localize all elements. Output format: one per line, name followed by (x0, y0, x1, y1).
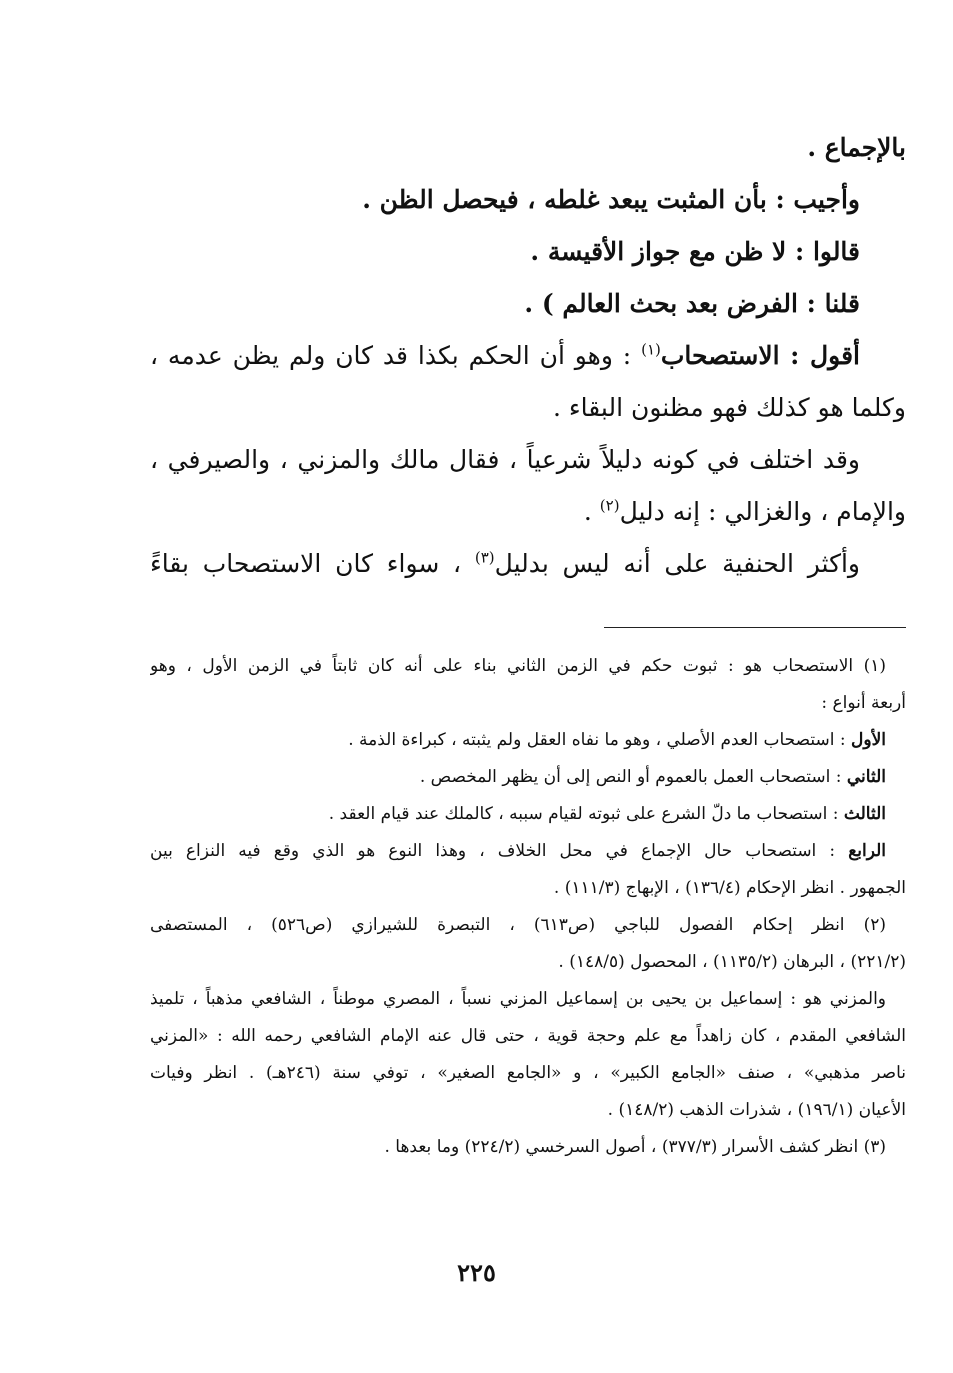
footnote-2-line-2: (٢٢١/٢) ، البرهان (١١٣٥/٢) ، المحصول (١٤٨/٥) . (558, 952, 906, 972)
type-3-text: : استصحاب ما دلّ الشرع على ثبوته لقيام سببه ، كالملك عند قيام العقد . (328, 804, 844, 824)
footnote-ref-3: (٣) (474, 548, 495, 567)
aqul-heading: أقول : الاستصحاب (660, 341, 860, 370)
text-line-2: وأجيب : بأن المثبت يبعد غلطه ، فيحصل الظن . (362, 185, 860, 214)
footnote-ref-2: (٢) (599, 496, 620, 515)
footnote-2-line-3: والمزني هو : إسماعيل بن يحيى بن إسماعيل المزني نسباً ، المصري موطناً ، الشافعي مذهباً ، تلميذ (150, 989, 886, 1009)
footnote-1-type-3 (150, 796, 906, 833)
type-2-text: : استصحاب العمل بالعموم أو النص إلى أن يظهر المخصص . (419, 767, 847, 787)
footnote-1-line-7: الجمهور . انظر الإحكام (١٣٦/٤) ، الإبهاج (١١١/٣) . (553, 878, 906, 898)
type-4-text: : استصحاب حال الإجماع في محل الخلاف ، وهذا النوع هو الذي وقع فيه النزاع بين (150, 841, 849, 861)
footnote-1-type-2 (150, 759, 906, 796)
footnote-1-type-1 (150, 722, 906, 759)
footnote-2-line-5: ناصر مذهبي» ، صنف «الجامع الكبير» ، و «الجامع الصغير» ، توفي سنة (٢٤٦هـ) . انظر وفيات (150, 1063, 906, 1083)
text-line-9-rest: ، سواء كان الاستصحاب بقاءً (150, 549, 475, 578)
footnote-2-line-6: الأعيان (١٩٦/١) ، شذرات الذهب (١٤٨/٢) . (607, 1100, 906, 1120)
text-line-5 (150, 330, 906, 382)
text-line-9-text: وأكثر الحنفية على أنه ليس بدليل (494, 549, 860, 578)
footnote-2-line-4: الشافعي المقدم ، كان زاهداً مع علم وحجة قوية ، حتى قال عنه الإمام الشافعي رحمه الله : «المزني (150, 1026, 906, 1046)
footnote-2-line-1: (٢) انظر إحكام الفصول للباجي (ص٦١٣) ، التبصرة للشيرازي (ص٥٢٦) ، المستصفى (150, 915, 886, 935)
footnote-1-line-2: أربعة أنواع : (821, 693, 906, 713)
text-line-6: وكلما هو كذلك فهو مظنون البقاء . (553, 393, 906, 422)
text-line-8 (150, 486, 906, 538)
footnote-1-type-4 (150, 833, 906, 870)
type-2-label: الثاني (846, 767, 886, 787)
footnote-3: (٣) انظر كشف الأسرار (٣٧٧/٣) ، أصول السرخسي (٢٢٤/٢) وما بعدها . (384, 1137, 886, 1157)
type-4-label: الرابع (848, 841, 886, 861)
type-1-label: الأول (851, 730, 886, 750)
text-line-1: بالإجماع . (807, 133, 906, 162)
text-line-8-text: والإمام ، والغزالي : إنه دليل (619, 497, 906, 526)
footnote-ref-1: (١) (641, 340, 661, 359)
footnotes (150, 648, 906, 1166)
page-number: ٢٢٥ (457, 1258, 496, 1287)
text-line-8-end: . (583, 497, 600, 526)
text-line-5-rest: : وهو أن الحكم بكذا قد كان ولم يظن عدمه ، (150, 341, 642, 370)
text-line-4: قلنا : الفرض بعد بحث العالم ) . (524, 289, 860, 318)
footnote-1-line-1: (١) الاستصحاب هو : ثبوت حكم في الزمن الثاني بناء على أنه كان ثابتاً في الزمن الأول ، وهو (150, 656, 886, 676)
text-line-9 (150, 538, 906, 590)
type-3-label: الثالث (843, 804, 886, 824)
text-line-7: وقد اختلف في كونه دليلاً شرعياً ، فقال مالك والمزني ، والصيرفي ، (150, 445, 860, 474)
text-line-3: قالوا : لا ظن مع جواز الأقيسة . (530, 237, 860, 266)
type-1-text: : استصحاب العدم الأصلي ، وهو ما نفاه العقل ولم يثبته ، كبراءة الذمة . (348, 730, 852, 750)
footnote-divider (604, 627, 906, 628)
main-text (150, 122, 906, 590)
